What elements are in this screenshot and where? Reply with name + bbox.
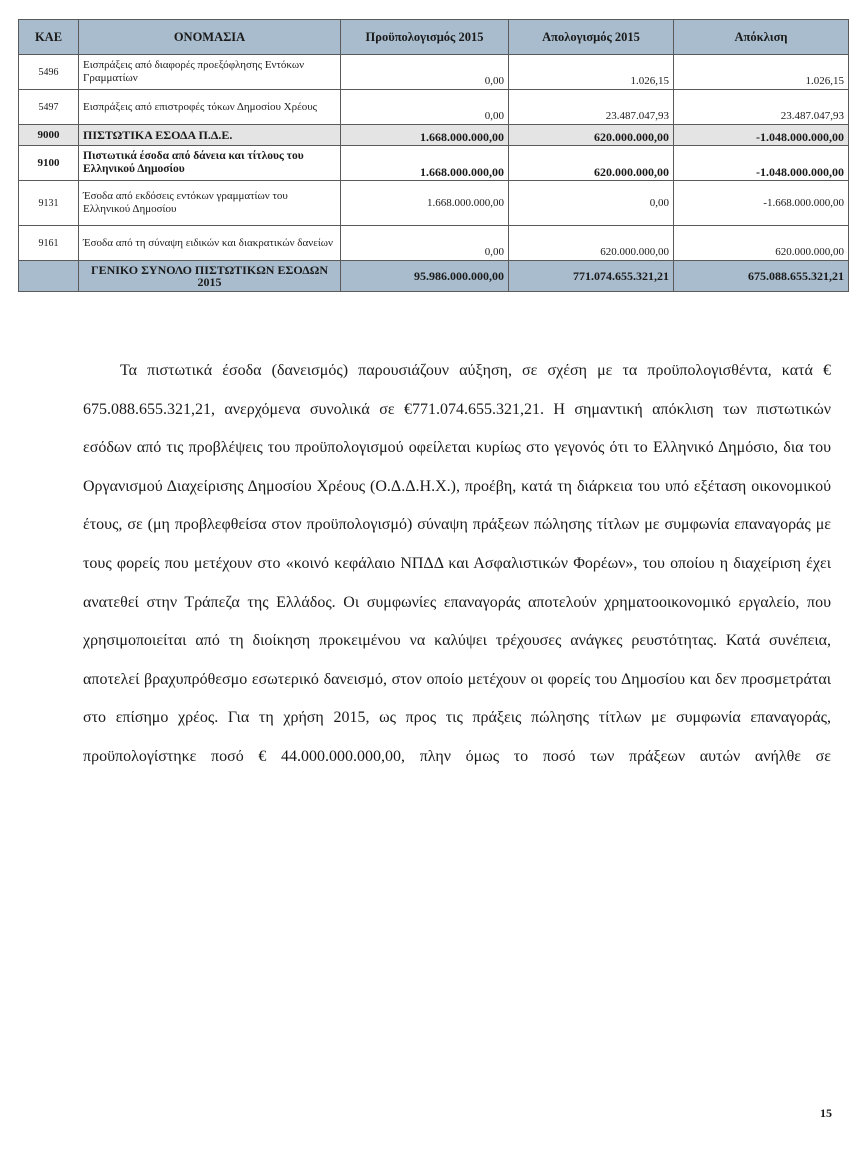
body-paragraph: Τα πιστωτικά έσοδα (δανεισμός) παρουσιάζουν αύξηση, σε σχέση με τα προϋπολογισθέντα, κατά € 675.088.655.321,21, ανερχόμενα συνολικά σε €771.074.655.321,21. Η σημαντική απόκλιση των πιστωτικών εσόδων από τις προβλέψεις του προϋπολογισμού οφείλεται κυρίως στο γεγονός ότι το Ελληνικό Δημόσιο, δια του Οργανισμού Διαχείρισης Δημοσίου Χρέους (Ο.Δ.Δ.Η.Χ.), προέβη, κατά τη διάρκεια του υπό εξέταση οικονομικού έτους, σε (μη προβλεφθείσα στον προϋπολογισμό) σύναψη πράξεων πώλησης τίτλων με συμφωνία επαναγοράς με τους φορείς που μετέχουν στο «κοινό κεφάλαιο ΝΠΔΔ και Ασφαλιστικών Φορέων», του οποίου η διαχείριση έχει ανατεθεί στην Τράπεζα της Ελλάδος. Οι συμφωνίες επαναγοράς αποτελούν χρηματοοικονομικό εργαλείο, που χρησιμοποιείται από τη διοίκηση προκειμένου να καλύψει τρέχουσες ανάγκες ρευστότητας. Κατά συνέπεια, αποτελεί βραχυπρόθεσμο εσωτερικό δανεισμό, στον οποίο μετέχουν οι φορείς του Δημοσίου και δεν προσμετράται στο επίσημο χρέος. Για τη χρήση 2015, ως προς τις πράξεις πώλησης τίτλων με συμφωνία επαναγοράς, προϋπολογίστηκε ποσό € 44.000.000.000,00, πλην όμως το ποσό των πράξεων αυτών ανήλθε σε [83,362,831,765]
row-actual: 620.000.000,00 [509,226,674,261]
row-deviation: 23.487.047,93 [674,90,849,125]
row-name: Εισπράξεις από επιστροφές τόκων Δημοσίου Χρέους [79,90,341,125]
row-budget: 1.668.000.000,00 [341,181,509,226]
row-actual: 0,00 [509,181,674,226]
header-budget: Προϋπολογισμός 2015 [341,20,509,55]
row-name: ΓΕΝΙΚΟ ΣΥΝΟΛΟ ΠΙΣΤΩΤΙΚΩΝ ΕΣΟΔΩΝ 2015 [79,261,341,292]
row-deviation: -1.668.000.000,00 [674,181,849,226]
row-budget: 95.986.000.000,00 [341,261,509,292]
row-name: ΠΙΣΤΩΤΙΚΑ ΕΣΟΔΑ Π.Δ.Ε. [79,125,341,146]
body-text [83,352,831,777]
row-actual: 1.026,15 [509,55,674,90]
table-row [19,55,849,90]
row-code [19,261,79,292]
row-code: 9100 [19,146,79,181]
row-actual: 620.000.000,00 [509,146,674,181]
row-code: 9131 [19,181,79,226]
table-row-grand-total [19,261,849,292]
row-code: 9161 [19,226,79,261]
row-actual: 23.487.047,93 [509,90,674,125]
row-deviation: -1.048.000.000,00 [674,146,849,181]
row-deviation: 1.026,15 [674,55,849,90]
row-code: 5496 [19,55,79,90]
row-deviation: 675.088.655.321,21 [674,261,849,292]
table-header-row [19,20,849,55]
row-name: Έσοδα από τη σύναψη ειδικών και διακρατικών δανείων [79,226,341,261]
row-budget: 0,00 [341,55,509,90]
table-row [19,90,849,125]
row-name: Εισπράξεις από διαφορές προεξόφλησης Εντόκων Γραμματίων [79,55,341,90]
header-deviation: Απόκλιση [674,20,849,55]
row-budget: 0,00 [341,90,509,125]
table-row [19,181,849,226]
header-actual: Απολογισμός 2015 [509,20,674,55]
table-row [19,146,849,181]
row-deviation: 620.000.000,00 [674,226,849,261]
row-budget: 0,00 [341,226,509,261]
row-actual: 620.000.000,00 [509,125,674,146]
header-name: ΟΝΟΜΑΣΙΑ [79,20,341,55]
row-code: 5497 [19,90,79,125]
row-code: 9000 [19,125,79,146]
table-row-subtotal [19,125,849,146]
row-name: Πιστωτικά έσοδα από δάνεια και τίτλους του Ελληνικού Δημοσίου [79,146,341,181]
header-code: ΚΑΕ [19,20,79,55]
row-name: Έσοδα από εκδόσεις εντόκων γραμματίων του Ελληνικού Δημοσίου [79,181,341,226]
row-actual: 771.074.655.321,21 [509,261,674,292]
table-row [19,226,849,261]
row-budget: 1.668.000.000,00 [341,125,509,146]
row-budget: 1.668.000.000,00 [341,146,509,181]
row-deviation: -1.048.000.000,00 [674,125,849,146]
page-number: 15 [820,1106,832,1120]
credit-revenue-table [18,19,849,292]
